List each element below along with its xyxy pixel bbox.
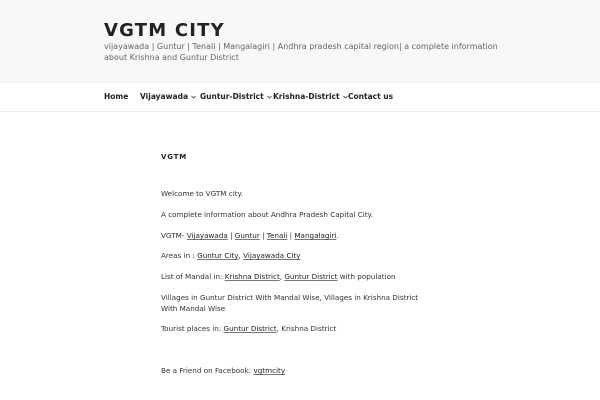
nav-item-home[interactable] xyxy=(104,92,128,101)
separator: | xyxy=(227,231,235,240)
site-title-link[interactable]: VGTM CITY xyxy=(104,20,225,41)
link-guntur[interactable]: Guntur xyxy=(234,231,260,240)
tourist-suffix: , Krishna District xyxy=(276,324,337,333)
welcome-text: Welcome to VGTM city. xyxy=(161,189,244,198)
intro-text: A complete information about Andhra Pradesh Capital City. xyxy=(161,210,374,219)
facebook-prefix: Be a Friend on Facebook: xyxy=(161,366,254,375)
tourist-prefix: Tourist places in: xyxy=(161,324,224,333)
vgtm-links-line xyxy=(161,231,339,242)
link-krishna-district[interactable]: Krishna District xyxy=(224,272,280,281)
nav-item-label: Vijayawada xyxy=(140,92,189,101)
mandal-line xyxy=(161,272,396,283)
nav-item-label: Krishna-District xyxy=(273,92,340,101)
nav-item-label: Contact us xyxy=(348,92,394,101)
link-mangalagiri[interactable]: Mangalagiri xyxy=(294,231,337,240)
vgtm-prefix: VGTM- xyxy=(161,231,187,240)
nav-item-vijayawada[interactable] xyxy=(140,92,197,101)
separator: , xyxy=(279,272,285,281)
mandal-prefix: List of Mandal in: xyxy=(161,272,225,281)
link-vijayawada-city[interactable]: Vijayawada City xyxy=(243,251,301,260)
site-header xyxy=(0,0,600,82)
link-guntur-city[interactable]: Guntur City xyxy=(197,251,239,260)
separator: | xyxy=(287,231,295,240)
chevron-down-icon xyxy=(190,93,197,101)
nav-item-label: Home xyxy=(104,92,129,101)
nav-item-label: Guntur-District xyxy=(200,92,264,101)
facebook-line xyxy=(161,366,285,377)
link-tenali[interactable]: Tenali xyxy=(266,231,288,240)
nav-item-guntur-district[interactable] xyxy=(200,92,273,101)
mandal-suffix: with population xyxy=(337,272,396,281)
separator: , xyxy=(238,251,244,260)
chevron-down-icon xyxy=(266,93,273,101)
areas-line xyxy=(161,251,301,262)
site-description: vijayawada | Guntur | Tenali | Mangalagiri | Andhra pradesh capital region| a complete information about Krishna and Guntur District xyxy=(104,42,498,62)
nav-item-krishna-district[interactable] xyxy=(273,92,349,101)
tourist-line xyxy=(161,324,336,335)
page-title: VGTM xyxy=(161,153,187,161)
areas-prefix: Areas in : xyxy=(161,251,198,260)
link-guntur-district[interactable]: Guntur District xyxy=(284,272,338,281)
villages-text: Villages in Guntur District With Mandal Wise, Villages in Krishna District With Mandal Wise xyxy=(161,293,419,313)
nav-item-contact-us[interactable] xyxy=(348,92,393,101)
link-tourist-guntur-district[interactable]: Guntur District xyxy=(223,324,277,333)
separator: | xyxy=(259,231,267,240)
link-vijayawada[interactable]: Vijayawada xyxy=(186,231,228,240)
suffix: . xyxy=(336,231,339,240)
main-navigation xyxy=(0,82,600,112)
link-facebook-vgtmcity[interactable]: vgtmcity xyxy=(253,366,286,375)
